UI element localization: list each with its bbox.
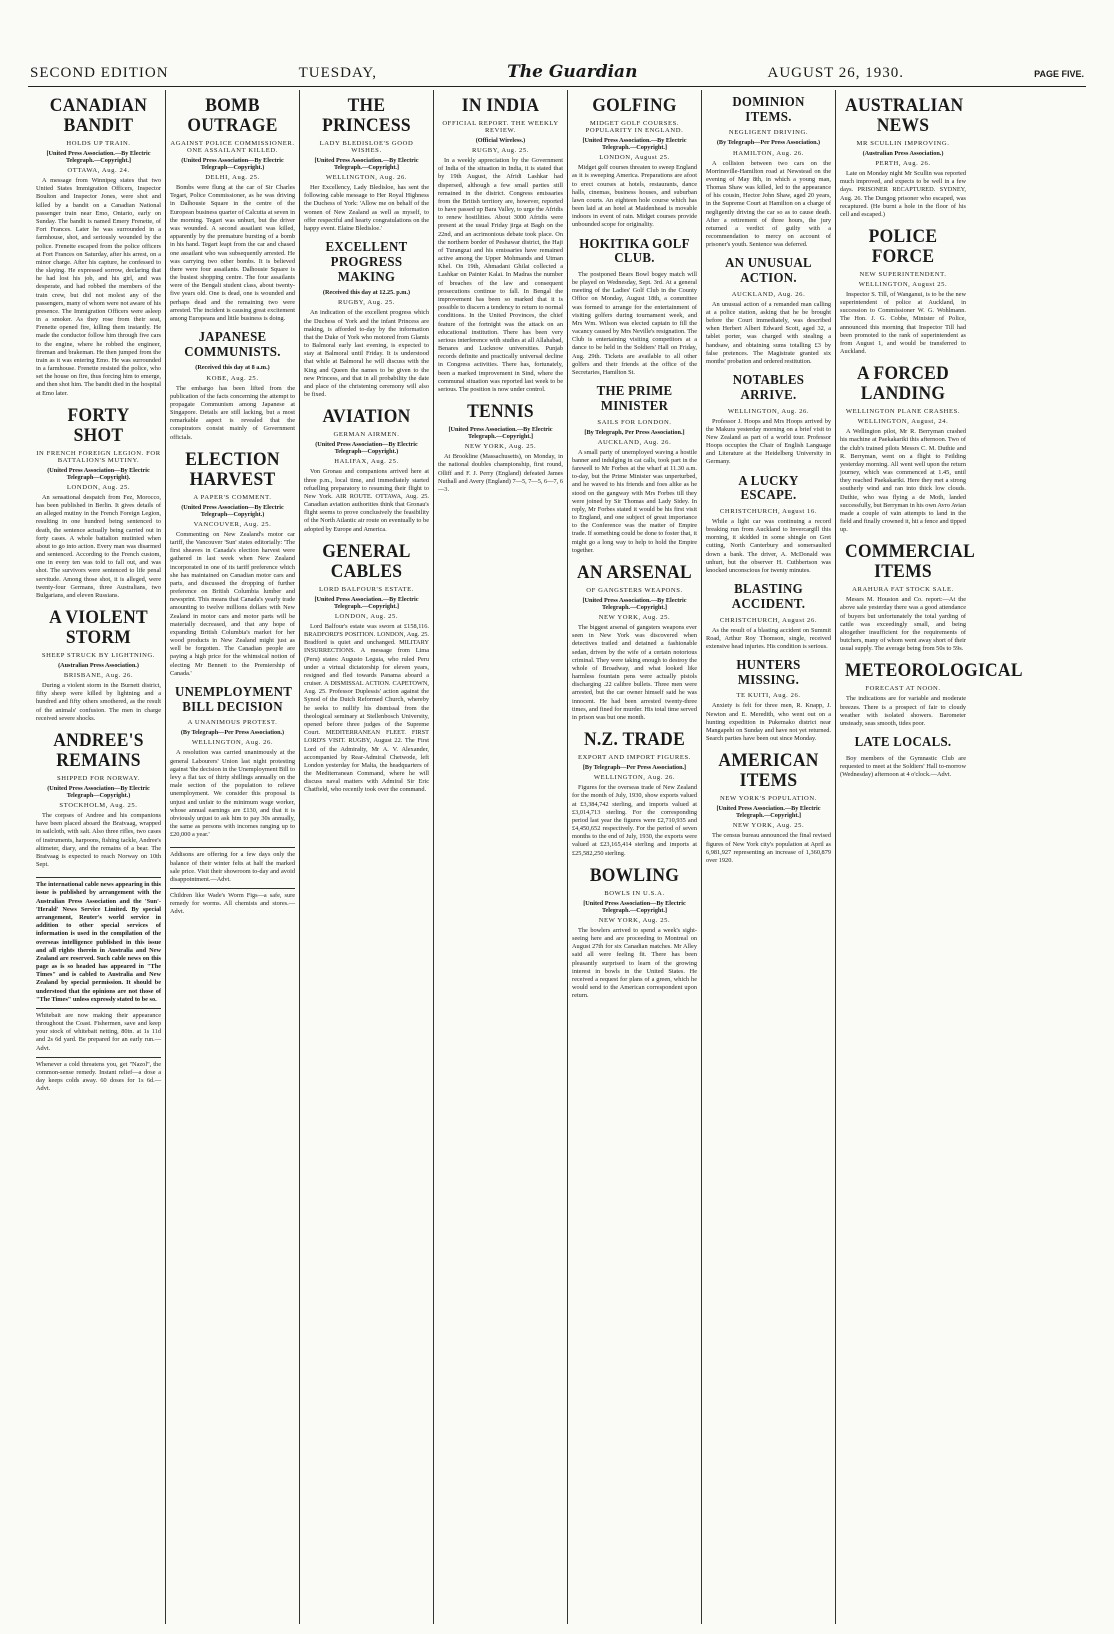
article-headline: CANADIAN BANDIT	[49, 95, 148, 136]
article-subheading: LADY BLEDISLOE'S GOOD WISHES.	[319, 139, 414, 154]
article	[840, 96, 966, 219]
article-dateline: HAMILTON, Aug. 26.	[732, 149, 805, 157]
article-subheading: GERMAN AIRMEN.	[333, 431, 400, 439]
article-subheading: WELLINGTON PLANE CRASHES.	[845, 408, 961, 416]
article-subheading: SHEEP STRUCK BY LIGHTNING.	[41, 652, 156, 659]
article-body: The biggest arsenal of gangsters weapons ever seen in New York was discovered when detectives trailed and detained a fashionable sedan, driven by the wife of a certain notorious criminal. They were taking enough to destroy the whole of Broadway, and what looked like harmless fountain pens were actually pistols discharging .22 calibre bullets. Three men were arrested, but the car owner himself said he was innocent. He had been arrested twenty-three times, and fined for murder. His total time served in prison was but one month.	[572, 624, 697, 721]
article	[438, 96, 563, 394]
masthead-row	[30, 62, 1084, 84]
article-dateline: LONDON, Aug. 25.	[334, 612, 399, 620]
article	[170, 96, 295, 323]
article-headline: A VIOLENT STORM	[49, 607, 148, 649]
article-headline: GENERAL CABLES	[322, 540, 411, 582]
article	[572, 385, 697, 555]
article-credit: (United Press Association—By Electric Telegraph—Copyright.)	[181, 156, 284, 171]
article-body: An indication of the excellent progress which the Duchess of York and the infant Princess are making, is afforded to-day by the information that the Duke of York who motored from Glamis to Balmoral early last evening, is expected to stay at Balmoral until Friday. It is understood that while at Balmoral he will discuss with the King and Queen the names to be given to the new Princess, and that in all probability the date and place of the christening ceremony will also be fixed.	[304, 309, 429, 399]
article-credit: (Australian Press Association.)	[58, 662, 139, 669]
article	[840, 660, 1023, 728]
article-headline: A FORCED LANDING	[856, 363, 950, 405]
article-headline: COMMERCIAL ITEMS	[845, 541, 976, 583]
article-credit: [United Press Association.—By Electric Telegraph.—Copyright.]	[448, 425, 553, 441]
article-headline: FORTY SHOT	[67, 404, 130, 446]
column-5	[568, 90, 702, 1624]
article-body: In a weekly appreciation by the Government of India of the situation in India, it is stated that by 19th August, the Afridi Lashkar had dispersed, although a few small parties still remained in the district. Congress emissaries from the British territory are, however, reported to have passed up Bara Valley, to urge the Afridis to renew hostilities. About 3000 Afridis were present at the usual Friday jirga at Bagh on the 22nd, and an acrimonious debate took place. On the northern border of Peshawar district, the Haji of Turangzai and his emissaries have remained active among the Upper Mohmands and Utman Khel. On 19th, Ahmadani Ghilai collected a Lashkar on Painter Kalai. In Madras the number of breaches of the law and consequent prosecutions continue to fall. In Bengal the improvement has been so marked that it is possible to discern a tendency to return to normal conditions. In the United Provinces, the chief feature of the fortnight was the attack on an educational institution. There has been very serious interference with studies at all Allahabad, Benares and Lucknow universities. Punjab records definite and practically universal decline in Congress activities. There has, fortunately, been a marked improvement in Sind, where the communal situation was reported last week to be serious. The position is now under control.	[438, 157, 563, 393]
article-headline: AUSTRALIAN NEWS	[845, 95, 964, 136]
article-subheading: NEGLIGENT DRIVING.	[728, 129, 809, 137]
article-dateline: OTTAWA, Aug. 24.	[67, 167, 130, 175]
article-subheading: EXPORT AND IMPORT FIGURES.	[577, 754, 692, 762]
article	[572, 238, 697, 378]
article	[36, 406, 161, 600]
article-credit: (United Press Association—By Electric Telegraph—Copyright.)	[47, 784, 150, 799]
article-body: Lord Balfour's estate was sworn at £158,116. BRADFORD'S POSITION. LONDON, Aug. 25. Bradford is quiet and unchanged. MILITARY INSURRECTIONS. A message from Lima (Peru) states: Augusto Leguia, who ruled Peru under a virtual dictatorship for eleven years, resigned and fled towards Panama aboard a cruiser. A DISMISSAL ACTION. CAPETOWN, Aug. 25. Professor Duplessis' action against the Synod of the Dutch Reformed Church, whereby he seeks to nullify his dismissal from the theological seminary at Stellenbosch University, opened before three judges of the Supreme Court. MEDITERRANEAN FLEET. FIRST LORD'S VISIT. RUGBY, August 22. The First Lord of the Admiralty, Mr A. V. Alexander, accompanied by Rear-Admiral Chetwode, left London yesterday for Malta, the headquarters of the Mediterranean Command, where he will discuss naval matters with Admiral Sir Eric Chatfield, who recently took over the command.	[304, 622, 429, 794]
article-dateline: HALIFAX, Aug. 25.	[334, 458, 399, 466]
article-body: A resolution was carried unanimously at the general Labourers' Union last night protesting against 'the decision in the Unemployment Bill to levy a flat tax of thirty shillings annually on the male section of the population to relieve unemployment. We consider this proposal is unjust and unfair to the minimum wage worker, whose annual earnings are £130, and that it is obviously unjust to ask him to pay 30s annually, the same as persons with incomes ranging up to £20,000 a year.'	[170, 749, 295, 839]
article-body: A message from Winnipeg states that two United States Immigration Officers, Inspector Boulton and Inspector Jones, were shot and killed by a bandit on a Canadian National passenger train near Emo, Ontario, early on Sunday. The bandit is named Emery Frenette, of Fort Frances. Later he was surrounded in a farmhouse, shot, and seriously wounded by the police. Frenette escaped from the police officers at Fort Frances on Saturday, after his arrest, on a minor charge. After his capture, he confessed to the slaying. He expressed sorrow, declaring that he had lost his job, and his girl, and was desperate, and had robbed the members of the train crew, but did not molest any of the passengers, many of whom were not aware of his presence. The Immigration Officers were asleep in a smoker. As they rose from their seat, Frenette opened fire, killing them instantly. He made the conductor follow him through five cars to the engine, where he robbed the engineer, fireman and brakeman. He then jumped from the train as it was entering Emo. He was surrounded in a farmhouse. Frenette resisted the police, who set the house on fire, thus forcing him to emerge, and then shot him. The bandit died in the hospital at Emo later.	[36, 177, 161, 397]
article-subheading: LORD BALFOUR'S ESTATE.	[318, 585, 414, 593]
article-body: Commenting on New Zealand's motor car tariff, the Vancouver 'Sun' states editorially: 'The first sheaves in Canada's election harvest were gathered in last week when New Zealand incorporated in one of its tariff preference which she has maintained on Canadian motor cars and parts, and discussed the dropping of further preference on British Columbia lumber and newsprint. This means that Canada's yearly trade amounting to twelve millions dollars with New Zealand in motor cars and motor parts will be materially decreased, and that any hope of expanding British Columbia's market for her wood products in New Zealand might just as well be forgotten. The Canadian people are paying a high price for the whimsical notion of electing Mr Bennett to the Premiership of Canada.'	[170, 530, 295, 677]
article-credit: [By Telegraph, Per Press Association.]	[584, 428, 685, 436]
article-headline: HOKITIKA GOLF CLUB.	[579, 236, 690, 267]
article-body: Figures for the overseas trade of New Zealand for the month of July, 1930, show exports valued at £3,384,742 sterling, and imports valued at £3,014,713 sterling. For the corresponding period last year the figures were £2,710,935 and £4,450,652 respectively. For the period of seven months to the end of July, 1930, the exports were valued at £23,165,414 sterling and imports at £25,582,250 sterling.	[572, 784, 697, 857]
article	[36, 96, 161, 398]
article-headline: UNEMPLOYMENT BILL DECISION	[175, 684, 293, 715]
article-dateline: NEW YORK, Aug. 25.	[598, 916, 671, 924]
article	[36, 608, 161, 723]
article	[706, 751, 831, 865]
article-dateline: RUGBY, Aug. 25.	[337, 299, 396, 307]
article-subheading: AGAINST POLICE COMMISSIONER. ONE ASSAILANT KILLED.	[170, 139, 295, 154]
copyright-notice: The international cable news appearing in this issue is published by arrangement with the Australian Press Association and the 'Sun'-'Herald' News Service Limited. By special arrangement, Reuter's world service in addition to other special services of information is used in the compilation of the overseas intelligence published in this issue and all rights therein in Australia and New Zealand are reserved. Such cable news on this page as is so headed has appeared in "The Times" and is cabled to Australia and New Zealand by special permission. It should be understood that the opinions are not those of "The Times" unless expressly stated to be so.	[36, 877, 161, 1004]
article-dateline: WELLINGTON, Aug. 26.	[325, 174, 408, 182]
article	[840, 364, 966, 534]
article-credit: [United Press Association.—By Electric Telegraph.—Copyright.]	[46, 149, 151, 164]
article	[706, 374, 831, 466]
article-credit: (United Press Association—By Electric Telegraph—Copyright.)	[315, 441, 418, 456]
article	[840, 736, 966, 779]
article-body: An sensational despatch from Fez, Morocco, has been published in Berlin. It gives details of an alleged mutiny in the French Foreign Legion, resulting in one hundred being sentenced to death, the sentence actually being carried out in forty cases. A whole battalion mutinied when about to go into action. Every man was disarmed and sentenced. According to the French custom, one in every ten was told to fall out, and was shot. The survivors were sentenced to life penal servitude. Among those shot, it is alleged, were twenty-four Germans, three Australians, two Bulgarians, and eleven Russians.	[36, 493, 161, 599]
article-subheading: ARAHURA FAT STOCK SALE.	[852, 586, 954, 594]
article-body: Her Excellency, Lady Bledisloe, has sent the following cable message to Her Royal Highness the Duchess of York: 'Allow me on behalf of the women of New Zealand as well as myself, to offer respectful and hearty congratulations on the happy event. Elaine Bledisloe.'	[304, 184, 429, 232]
article-headline: AVIATION	[322, 406, 411, 428]
article-credit: [United Press Association—By Electric Telegraph.—Copyright.]	[583, 899, 686, 914]
article-subheading: BOWLS IN U.S.A.	[604, 889, 665, 897]
article-body: A Wellington pilot, Mr R. Berryman crashed his machine at Paekakariki this afternoon. Two of the club's trained pilots Messrs C. M. Duthie and R. Berryman, went on a flight to Feilding yesterday morning. All went well upon the return journey, which was commenced at 1.45, until they reached Paekakariki. Here they met a strong southerly wind and ran into thick low clouds. Duthie, who was flying a de Moth, landed successfully, but Berryman in his own Avro Avian made a couple of vain attempts to land in the field and finally crowned it, hit a fence and tipped up.	[840, 428, 966, 534]
issue-day: TUESDAY,	[298, 65, 378, 81]
article-body: The postponed Bears Bowl bogey match will be played on Wednesday, Sept. 3rd. At a general meeting of the Ladies' Golf Club in the County Office on Monday, August 18th, a committee was formed to arrange for the entertainment of visiting golfers during tournament week, and Mrs Wm. Wilson was elected captain to fill the vacancy caused by Mrs Neville's resignation. The Club is entertaining visiting competitors at a dance to be held in the Soldiers' Hall on Friday, Aug. 29th. Tickets are available to all other golfers and their friends at the office of the Secretaries, Hamilton St.	[572, 270, 697, 376]
column-3	[300, 90, 434, 1624]
article-body: Boy members of the Gymnastic Club are requested to meet at the Soldiers' Hall to-morrow (Wednesday) afternoon at 4 o'clock.—Advt.	[840, 754, 966, 779]
article-headline: ELECTION HARVEST	[185, 448, 280, 490]
article-subheading: MR SCULLIN IMPROVING.	[856, 139, 950, 147]
article-dateline: PERTH, Aug. 26.	[875, 160, 931, 167]
article-credit: (Received this day at 12.25. p.m.)	[322, 289, 411, 297]
article-body: A small party of unemployed waving a hostile banner and indulging in cat calls, took part in the farewell to Mr Forbes at the wharf at 11.30 a.m. to-day, but the Prime Minister was unperturbed, and he waved to his friends and foes alike as he stood on the gangway with Mrs Forbes till they were joined by Sir Thomas and Lady Sidey. In reply, Mr Forbes stated it would be his first visit to England, and one subject of great importance to the Conference was the matter of Empire trade. If something could be done to foster that, it might go a long way to help to hold the Empire together.	[572, 448, 697, 554]
article-headline: BOMB OUTRAGE	[187, 95, 278, 136]
masthead	[0, 0, 1114, 90]
article-headline: TENNIS	[467, 401, 534, 423]
article-subheading: OF GANGSTERS WEAPONS.	[586, 586, 683, 594]
column-7	[836, 90, 1023, 1624]
article-credit: [United Press Association.—By Electric Telegraph.—Copyright.]	[314, 156, 419, 171]
article-body: During a violent storm in the Burnett district, fifty sheep were killed by lightning and a hundred and fifty others smothered, as the result of the animals' confusion. The men in charge received severe shocks.	[36, 682, 161, 722]
article-dateline: CHRISTCHURCH, August 16.	[719, 507, 818, 515]
column-1	[32, 90, 166, 1624]
article-headline: AN UNUSUAL ACTION.	[725, 256, 812, 287]
article-body: The census bureau announced the final revised figures of New York city's population at April as 6,981,927 representing an increase of 1,360,879 over 1920.	[706, 832, 831, 864]
article-headline: THE PRIME MINISTER	[596, 384, 673, 414]
advertisement: Whitebait are now making their appearance throughout the Coast. Fishermen, save and keep your stock of whitebait netting, 80in. at 1s 11d and 2s 6d yard. Be prepared for an early run.—Advt.	[36, 1008, 161, 1053]
article	[572, 563, 697, 722]
article-body: Late on Monday night Mr Scullin was reported much improved, and expects to be well in a few days. PRISONER RECAPTURED. SYDNEY, Aug. 26. The Dungog prisoner who escaped, was recaptured. (He burnt a hole in the floor of his cell and escaped.)	[840, 170, 966, 218]
article-headline: AMERICAN ITEMS	[718, 750, 819, 792]
article-headline: METEOROLOGICAL	[845, 660, 1023, 682]
article	[170, 686, 295, 839]
article-subheading: SHIPPED FOR NORWAY.	[56, 774, 141, 782]
article-headline: BLASTING ACCIDENT.	[731, 582, 806, 612]
article-subheading: A UNANIMOUS PROTEST.	[187, 719, 278, 727]
article-headline: ANDREE'S REMAINS	[53, 729, 144, 771]
article-body: The bowlers arrived to spend a week's sight-seeing here and are proceeding to Montreal on August 27th for six Canadian matches. Mr Alley said all were feeling fit. There has been pleasantly surprised to learn of the growing interest in bowls in the United States. He received a request for plans of a green, which he would send to the American correspondent upon return.	[572, 926, 697, 1000]
column-2	[166, 90, 300, 1624]
article-subheading: NEW SUPERINTENDENT.	[859, 270, 947, 278]
article	[706, 96, 831, 249]
article-headline: POLICE FORCE	[868, 226, 938, 267]
article	[706, 475, 831, 576]
article-credit: (Australian Press Association.)	[862, 149, 944, 157]
article-body: The corpses of Andree and his companions have been placed aboard the Bratvaag, wrapped in sailcloth, with salt. Also three rifles, two cases of instruments, harpoons, fishing tackle, Andree's altimeter, diary, and the remains of a bear. The Bratvaag is expected to reach Norway on 10th Sept.	[36, 812, 161, 869]
article-body: The indications are for variable and moderate breezes. There is a prospect of fair to cloudy weather with isolated showers. Barometer unsteady, seas smooth, tides poor.	[840, 695, 966, 727]
article-body: Professor J. Hoops and Mrs Hoops arrived by the Makura yesterday morning on a brief visit to New Zealand as part of a world tour. Professor Hoops occupies the Chair of English Language and Literature at the Heidelberg University in Germany.	[706, 417, 831, 466]
article	[304, 96, 429, 233]
article-credit: (United Press Association—By Electric Telegraph—Copyright.)	[181, 503, 284, 518]
article	[304, 542, 429, 795]
article	[706, 257, 831, 366]
article-dateline: STOCKHOLM, Aug. 25.	[59, 802, 138, 810]
article-subheading: HOLDS UP TRAIN.	[66, 139, 131, 147]
issue-date: AUGUST 26, 1930.	[767, 65, 905, 81]
article	[304, 407, 429, 534]
article	[438, 402, 563, 494]
article-credit: [By Telegraph—Per Press Association.]	[582, 764, 687, 772]
article-body: Messrs M. Houston and Co. report:—At the above sale yesterday there was a good attendance of buyers but unfortunately the total yarding of cattle was exceedingly small, and being altogether insufficient for the requirements of butchers, many of whom went away short of their usual supply. The average being from 50s to 59s.	[840, 596, 966, 653]
article-dateline: WELLINGTON, Aug. 26.	[727, 407, 810, 415]
article-subheading: IN FRENCH FOREIGN LEGION. FOR BATTALION'S MUTINY.	[36, 449, 161, 464]
article-headline: LATE LOCALS.	[854, 735, 952, 751]
article-dateline: KOBE, Aug. 25.	[206, 374, 259, 382]
article-dateline: WELLINGTON, Aug. 26.	[191, 739, 274, 747]
edition-label: SECOND EDITION	[30, 65, 169, 81]
article-credit: (Official Wireless.)	[475, 136, 526, 144]
article	[572, 866, 697, 1001]
article-dateline: WELLINGTON, August, 24.	[857, 418, 949, 426]
article-subheading: SAILS FOR LONDON.	[597, 418, 672, 426]
article-dateline: BRISBANE, Aug. 26.	[63, 672, 134, 680]
page-number: PAGE FIVE.	[1034, 69, 1084, 79]
article-body: While a light car was continuing a record breaking run from Auckland to Invercargill this morning, it skidded in some shingle on Gret cutting, North Canterbury and somersaulted down a bank. The driver, A. McDonald was unhurt, but the observer H. Cuthbertson was knocked unconscious for twenty minutes.	[706, 517, 831, 574]
article-credit: (By Telegraph—Per Press Association.)	[180, 729, 285, 737]
column-4	[434, 90, 568, 1624]
article-subheading: NEW YORK'S POPULATION.	[720, 795, 817, 803]
article-subheading: FORECAST AT NOON.	[865, 685, 941, 693]
article-headline: N.Z. TRADE	[583, 729, 686, 751]
article	[572, 96, 697, 230]
article-dateline: LONDON, Aug. 25.	[66, 483, 131, 491]
article-subheading: MIDGET GOLF COURSES. POPULARITY IN ENGLAND.	[585, 119, 684, 134]
advertisement: Children like Wade's Worm Figs—a safe, sure remedy for worms. All chemists and stores.—Advt.	[170, 888, 295, 917]
article-headline: THE PRINCESS	[322, 95, 411, 136]
article-credit: [United Press Association.—By Electric Telegraph.—Copyright.]	[582, 136, 687, 152]
article-dateline: LONDON, August 25.	[599, 154, 670, 162]
article-credit: [United Press Association.—By Electric Telegraph.—Copyright.]	[716, 805, 821, 820]
advertisement: Whenever a cold threatens you, get "Nazol", the common-sense remedy. Instant relief—a dose a day keeps colds away. 60 doses for 1s 6d.—Advt.	[36, 1057, 161, 1094]
article-body: Von Gronau and companions arrived here at three p.m., local time, and immediately started refuelling preparatory to resuming their flight to New York. AIR ROUTE. OTTAWA, Aug. 25. Canadian aviation authorities think that Gronau's flight seems to prove conclusively the feasibility of the North Atlantic air route on eventually to be adopted by Europe and America.	[304, 468, 429, 533]
article-dateline: AUCKLAND, Aug. 26.	[597, 438, 672, 446]
article-body: Inspector S. Till, of Wanganui, is to be the new superintendent of police at Auckland, in succession to Commissioner W. G. Wohlmann. The Hon. J. G. Cobbe, Minister of Police, announced this morning that Inspector Till had been promoted to the rank of superintendent as from August 1, and would be transferred to Auckland.	[840, 290, 966, 356]
article-dateline: AUCKLAND, Aug. 26.	[731, 290, 806, 298]
article	[706, 659, 831, 743]
article-body: At Brookline (Massachusetts), on Monday, in the national doubles championship, first round, Olliff and F. J. Perry (England) defeated James Nuthall and Avery (England) 7—5, 7—5, 6—7, 6—3.	[438, 453, 563, 493]
article-body: As the result of a blasting accident on Summit Road, Arthur Roy Thomson, single, received extensive head injuries. His condition is serious.	[706, 626, 831, 650]
article-credit: [United Press Association.—By Electric Telegraph.—Copyright.]	[314, 595, 419, 610]
article-dateline: DELHI, Aug. 25.	[205, 174, 260, 182]
article	[840, 227, 966, 356]
article-dateline: WELLINGTON, August 25.	[858, 280, 948, 288]
article-headline: DOMINION ITEMS.	[732, 95, 805, 125]
column-6	[702, 90, 836, 1624]
article-headline: BOWLING	[589, 864, 680, 886]
article	[304, 241, 429, 399]
article-dateline: WELLINGTON, Aug. 26.	[593, 774, 676, 782]
news-columns	[32, 90, 1104, 1624]
article	[170, 331, 295, 442]
article	[840, 541, 976, 653]
article-headline: EXCELLENT PROGRESS MAKING	[325, 240, 408, 285]
article-headline: AN ARSENAL	[577, 561, 692, 583]
article	[706, 583, 831, 651]
newspaper-title: The Guardian	[507, 62, 638, 82]
article-subheading: OFFICIAL REPORT. THE WEEKLY REVIEW.	[442, 119, 559, 134]
masthead-rule	[28, 86, 1086, 87]
article-dateline: CHRISTCHURCH, August 26.	[719, 616, 818, 624]
article	[36, 731, 161, 869]
article	[572, 730, 697, 858]
article-subheading: A PAPER'S COMMENT.	[193, 493, 272, 501]
article-body: Anxiety is felt for three men, R. Knapp, J. Newton and E. Meredith, who went out on a hunting expedition in Pukemako district near Mangapehi on Sunday and have not yet returned. Search parties have been out since Monday.	[706, 702, 831, 743]
article-headline: A LUCKY ESCAPE.	[738, 473, 799, 504]
article-credit: (Received this day at 8 a.m.)	[195, 364, 270, 372]
article-body: An unusual action of a remanded man calling at a police station, asking that he be brought before the Court immediately, was described when Herbert Albert Edward Scott, aged 32, a tablet porter, was charged with stealing a handsaw, and obtaining sums totalling £3 by false pretences. The Magistrate granted six months' probation and ordered restitution.	[706, 300, 831, 365]
article-headline: NOTABLES ARRIVE.	[732, 373, 805, 403]
article-dateline: NEW YORK, Aug. 25.	[732, 822, 805, 830]
article-dateline: RUGBY, Aug. 25.	[471, 147, 530, 155]
article-body: Bombs were flung at the car of Sir Charles Tegart, Police Commissioner, as he was driving in Dalhousie Square in the centre of the European business quarter of Calcutta at seven in the morning. Tegart was unhurt, but the driver was wounded. A second assailant was killed, apparently by the premature bursting of a bomb in his hand. Tegart leapt from the car and chased one assailant who was subsequently arrested. He was carrying two other bombs. It is believed there were four assailants. Dalhousie Square is the busiest shopping centre. The four assailants were of the Bengali student class, about twenty-five years old. One is dead, one is wounded and perhaps dead and the remaining two were arrested. The incident is causing great excitement among Europeans and little business is doing.	[170, 184, 295, 322]
article-body: A collision between two cars on the Morrinsville-Hamilton road at Newstead on the evening of May 8th, in which a young man, Thomas Shaw was killed, led to the appearance of his cousin, Hector John Shaw, aged 20 years, in the Supreme Court at Hamilton on a charge of negligently driving the car so as to cause death. After a retirement of three hours, the jury returned a verdict of guilty with a recommendation to mercy on account of prisoner's youth. Sentence was deferred.	[706, 159, 831, 249]
article-dateline: VANCOUVER, Aug. 25.	[193, 520, 272, 528]
article-headline: IN INDIA	[461, 95, 540, 116]
advertisement: Addisons are offering for a few days only the balance of their winter felts at half the marked sale price. Visit their showroom to-day and avoid disappointment.—Advt.	[170, 847, 295, 884]
article-dateline: TE KUITI, Aug. 26.	[736, 692, 801, 700]
article-body: Midget golf courses threaten to sweep England as it is sweeping America. Preparations are afoot to erect courses at hotels, restaurants, dance halls, cinemas, business houses, and suburban lawn courts. An eighteen hole course which has been laid at an hotel at Maidenhead is movable indoors in event of rain. Midget courses provide unbounded scope for originality.	[572, 164, 697, 229]
article-headline: GOLFING	[592, 95, 677, 116]
article-credit: (By Telegraph—Per Press Association.)	[716, 139, 821, 147]
article-body: The embargo has been lifted from the publication of the facts concerning the attempt to propagate Communism among Japanese at Singapore. Details are still lacking, but a most remarkable aspect is revealed that the conspirators consist mainly of Government officials.	[170, 384, 295, 441]
article-dateline: NEW YORK, Aug. 25.	[464, 443, 537, 451]
article-credit: (United Press Association—By Electric Telegraph—Copyright).	[47, 466, 150, 481]
article	[170, 450, 295, 678]
article-headline: JAPANESE COMMUNISTS.	[184, 330, 281, 360]
article-credit: [United Press Association.—By Electric Telegraph.—Copyright.]	[582, 596, 687, 611]
article-headline: HUNTERS MISSING.	[736, 658, 801, 688]
article-dateline: NEW YORK, Aug. 25.	[598, 614, 671, 622]
